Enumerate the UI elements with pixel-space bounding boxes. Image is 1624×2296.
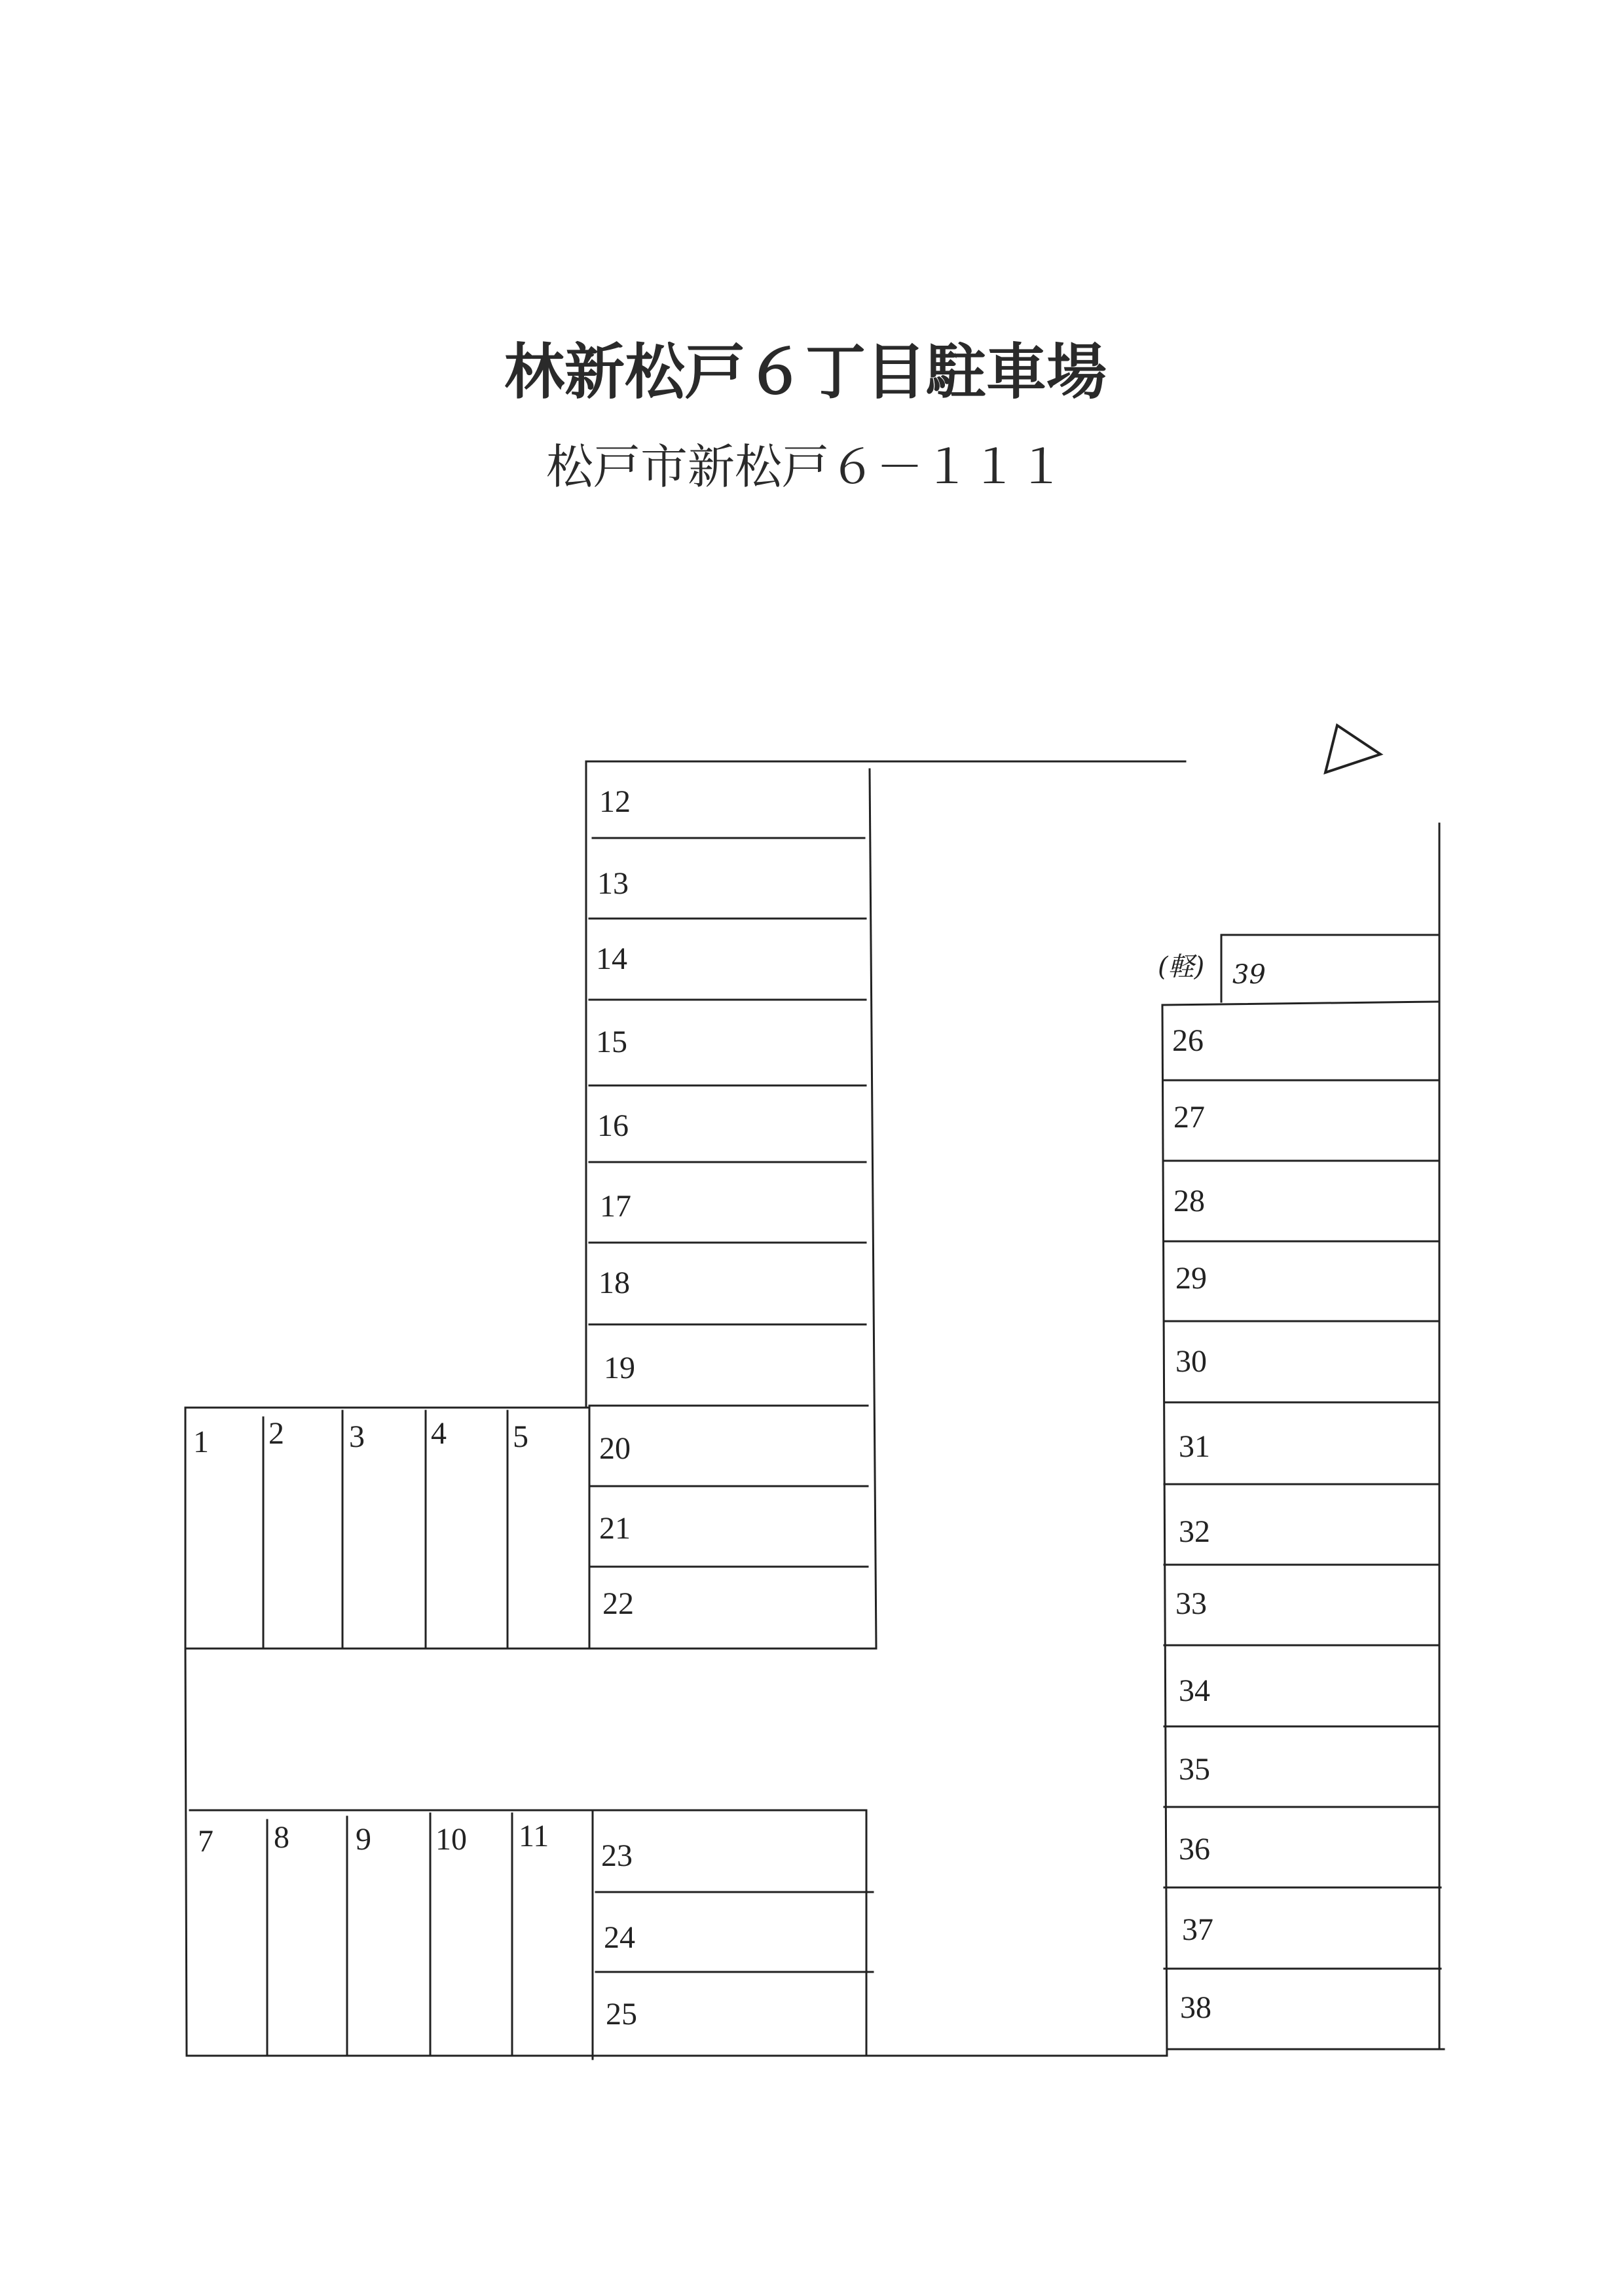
space-label: 32 [1179,1514,1210,1549]
space-label: 13 [597,866,629,901]
space-label: 17 [600,1189,631,1224]
space-label: 21 [599,1511,631,1546]
space-label: 29 [1175,1261,1207,1296]
space-label: 1 [193,1425,209,1459]
direction-triangle-icon [1325,725,1380,773]
space-label: 20 [599,1431,631,1466]
central-block [185,761,1185,1649]
space-label: 39 [1232,960,1266,990]
space-label: 14 [596,941,627,976]
space-label: 37 [1182,1912,1213,1947]
space-label: 35 [1179,1752,1210,1787]
space-label: 5 [513,1419,528,1454]
space-label: 33 [1175,1586,1207,1621]
space-label: 30 [1175,1344,1207,1379]
row-1-6 [185,1408,589,1649]
space-label: 28 [1173,1184,1205,1218]
space-label: 4 [431,1416,447,1451]
space-label: 18 [599,1266,630,1300]
space-label: 27 [1173,1100,1205,1135]
space-label: 36 [1179,1832,1210,1867]
space-label: 10 [435,1822,467,1857]
space-label: 23 [601,1838,633,1873]
space-label: 22 [602,1586,634,1621]
light-vehicle-mark: (軽) [1158,952,1205,982]
address: 松戸市新松戸６－１１１ [545,439,1065,494]
space-label: 15 [596,1025,627,1059]
space-label: 9 [356,1822,371,1857]
space-label: 3 [349,1419,365,1454]
space-label: 16 [597,1108,629,1143]
space-label: 11 [519,1819,549,1853]
space-label: 8 [274,1820,289,1855]
space-label: 31 [1179,1429,1210,1464]
space-label: 26 [1172,1023,1204,1058]
row-7-11 [187,1810,1167,2059]
space-label: 34 [1179,1673,1210,1708]
page-title: 林新松戸６丁目駐車場 [504,337,1107,407]
space-label: 38 [1180,1990,1211,2025]
space-label: 7 [198,1824,213,1859]
space-label: 2 [268,1416,284,1451]
space-label: 24 [604,1920,635,1955]
space-label: 12 [599,784,631,819]
space-label: 25 [606,1997,637,2032]
space-label: 19 [604,1351,635,1385]
